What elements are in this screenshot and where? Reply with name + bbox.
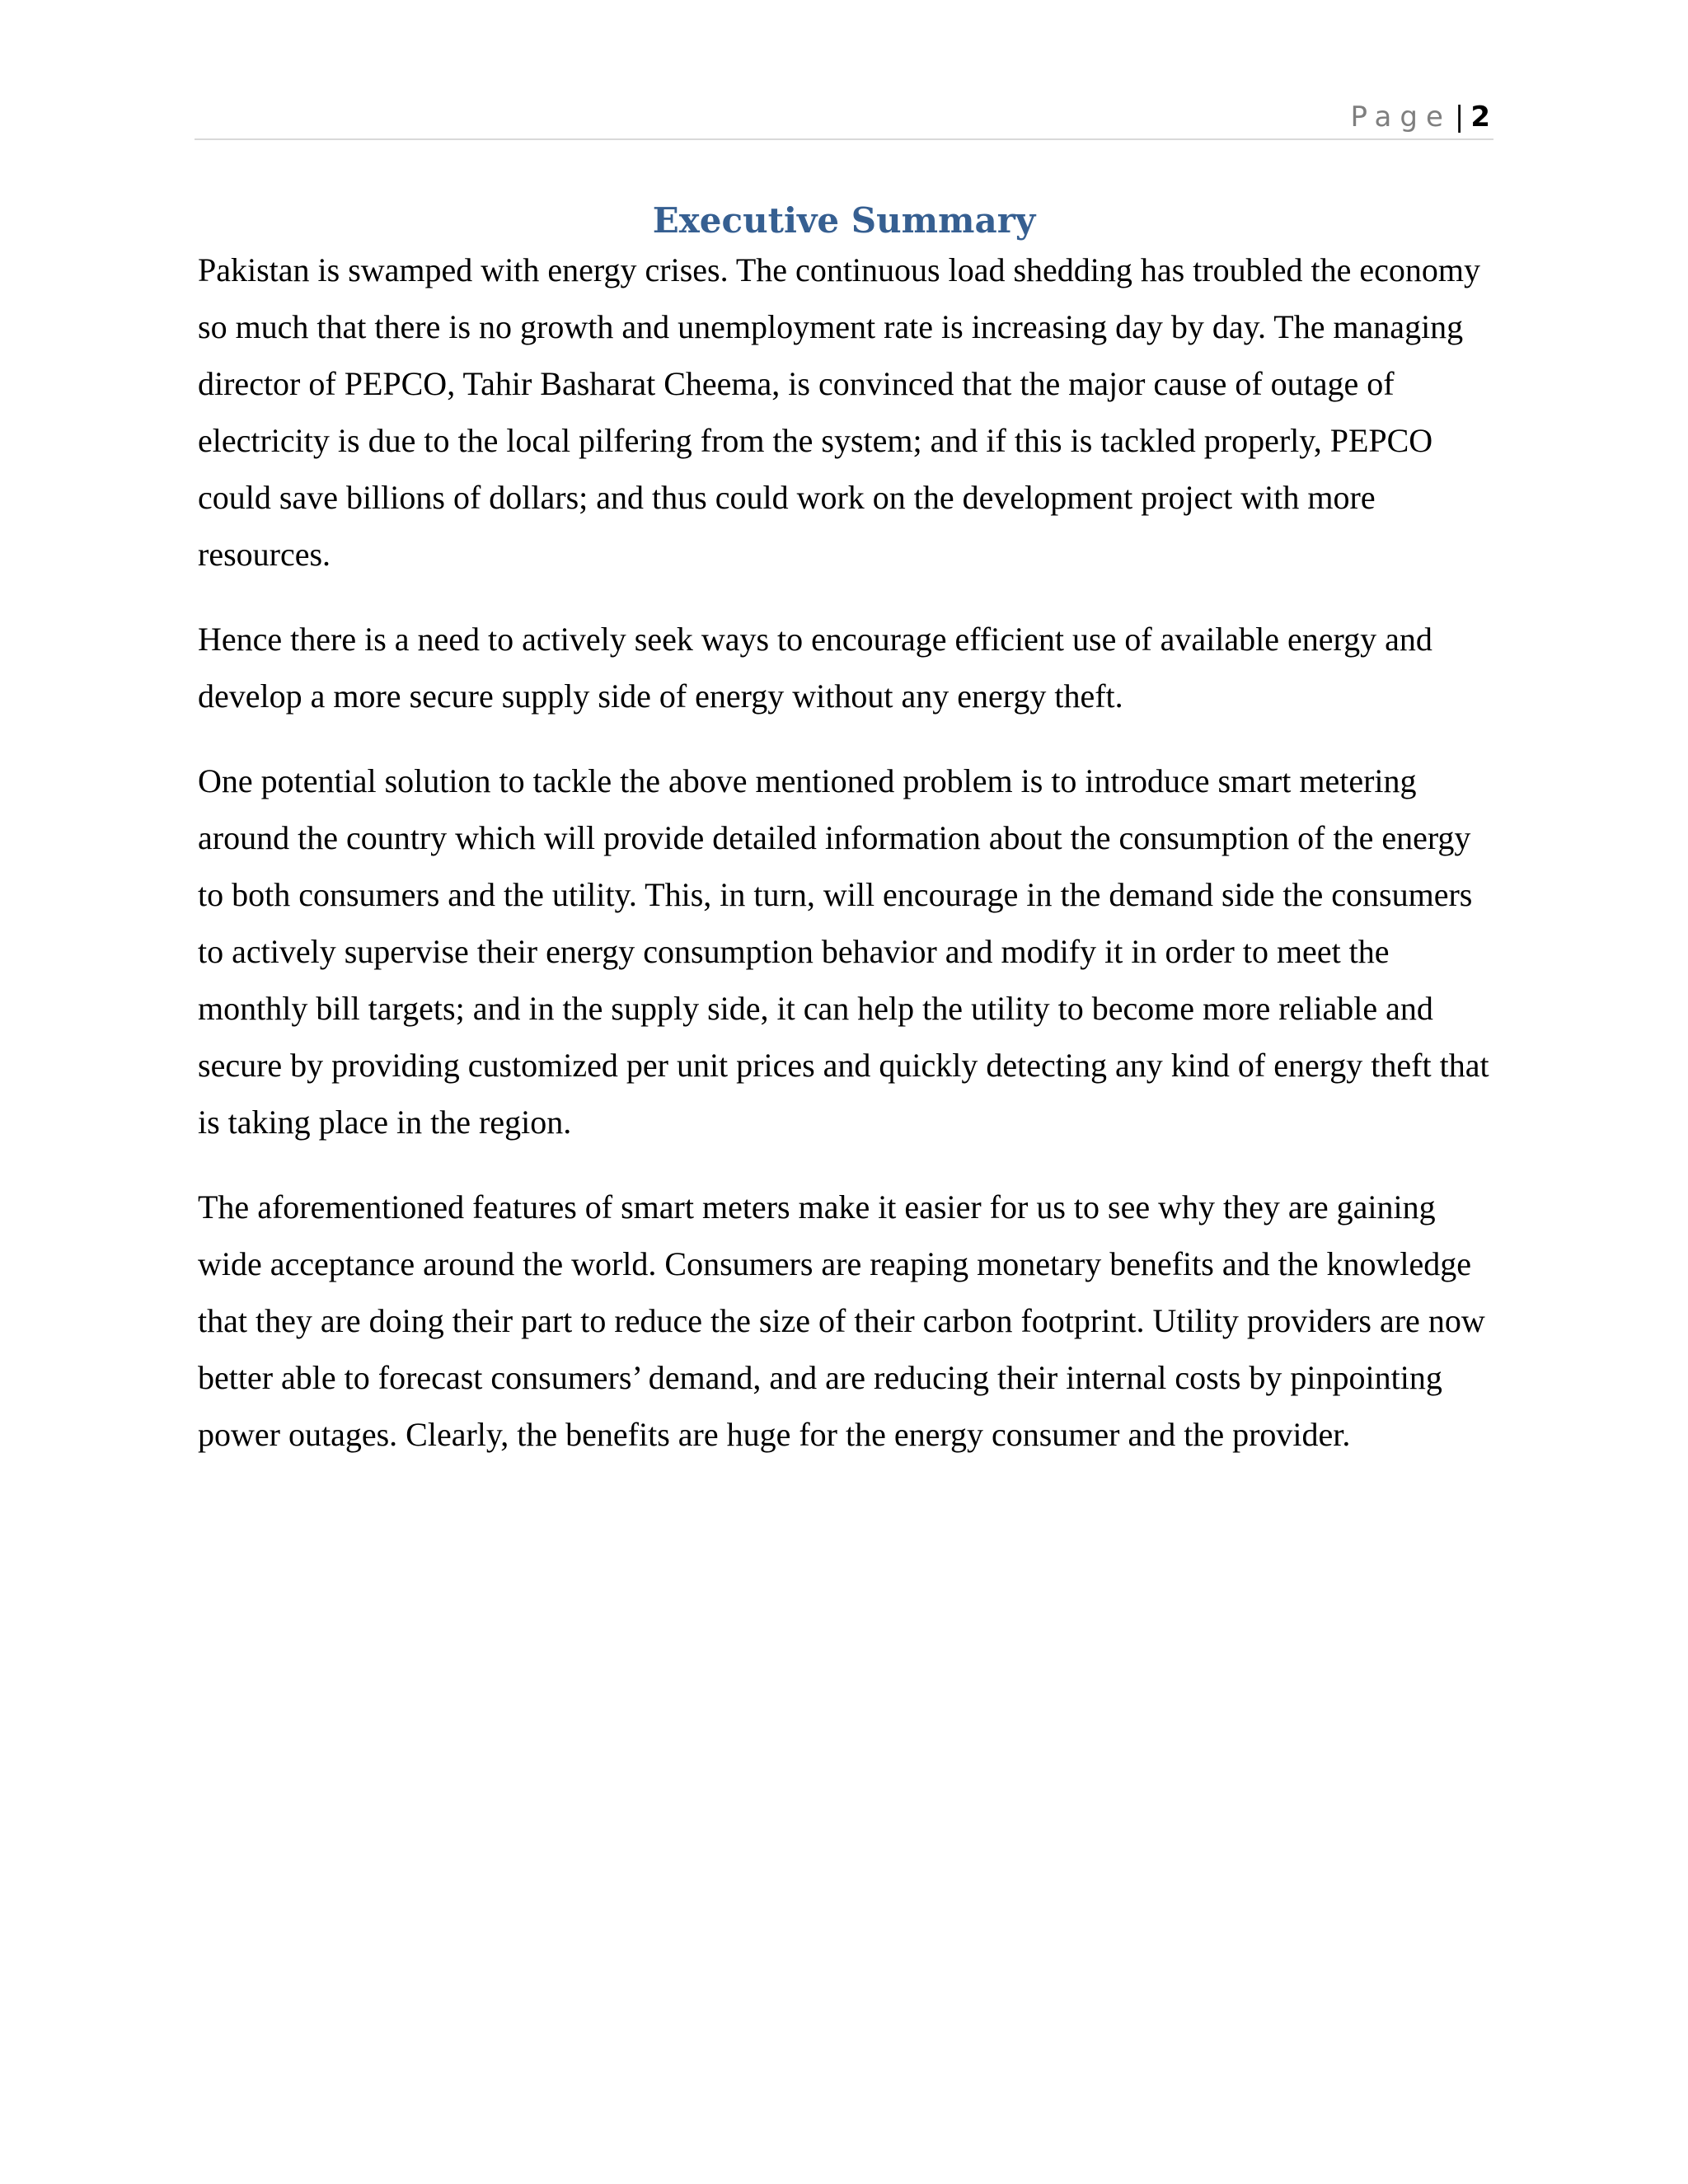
- page-separator: |: [1454, 101, 1465, 134]
- page-number-label: [1351, 101, 1490, 134]
- paragraph-3: One potential solution to tackle the above mentioned problem is to introduce smart metering around the country which will provide detailed information about the consumption of the energy to both consumers and the utility. This, in turn, will encourage in the demand side the consumers to actively supervise their energy consumption behavior and modify it in order to meet the monthly bill targets; and in the supply side, it can help the utility to become more reliable and secure by providing customized per unit prices and quickly detecting any kind of energy theft that is taking place in the region.: [198, 762, 1489, 1141]
- document-title: Executive Summary: [652, 200, 1036, 241]
- paragraph-4: The aforementioned features of smart meters make it easier for us to see why they are gaining wide acceptance around the world. Consumers are reaping monetary benefits and the knowledge that they are doing their part to reduce the size of their carbon footprint. Utility providers are now better able to forecast consumers’ demand, and are reducing their internal costs by pinpointing power outages. Clearly, the benefits are huge for the energy consumer and the provider.: [198, 1188, 1485, 1453]
- page-label: Page: [1350, 101, 1451, 134]
- page-header: [195, 97, 1493, 140]
- paragraph-2: Hence there is a need to actively seek ways to encourage efficient use of available energy and develop a more secure supply side of energy without any energy theft.: [198, 621, 1432, 715]
- document-body: [198, 241, 1500, 1491]
- paragraph-1: Pakistan is swamped with energy crises. The continuous load shedding has troubled the economy so much that there is no growth and unemployment rate is increasing day by day. The managing director of PEPCO, Tahir Basharat Cheema, is convinced that the major cause of outage of electricity is due to the local pilfering from the system; and if this is tackled properly, PEPCO could save billions of dollars; and thus could work on the development project with more resources.: [198, 251, 1481, 573]
- page-number: 2: [1470, 101, 1490, 134]
